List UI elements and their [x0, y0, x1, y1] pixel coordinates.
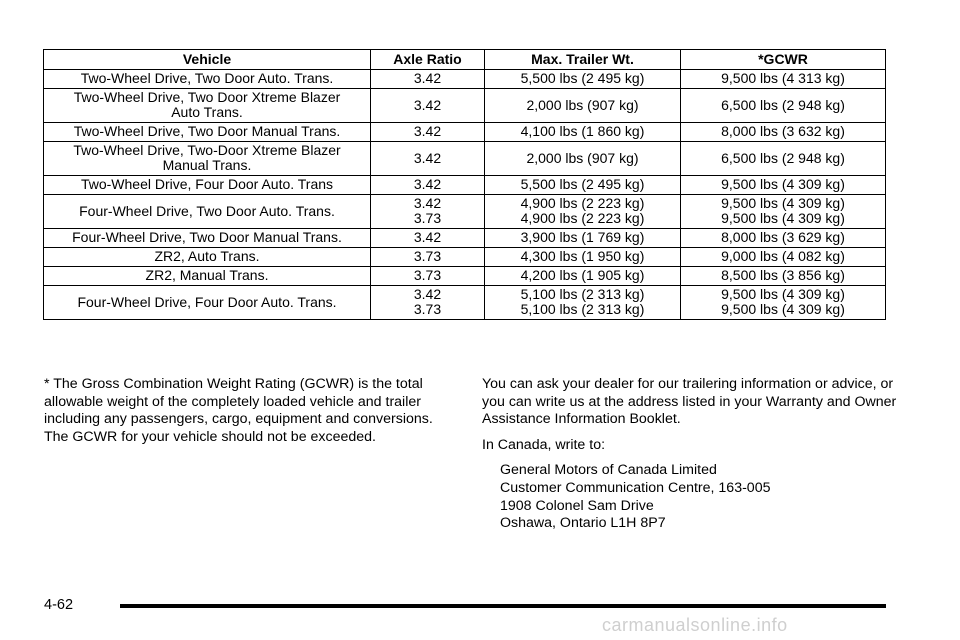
gcwr-cell: 8,000 lbs (3 632 kg): [681, 123, 886, 142]
gcwr-footnote: * The Gross Combination Weight Rating (GCWR) is the total allowable weight of the completely loaded vehicle and trailer including any passengers, cargo, equipment and conversions. The GCWR for your vehicle should not be exceeded.: [44, 376, 433, 445]
dealer-info-paragraph: You can ask your dealer for our trailering information or advice, or you can write us at the address listed in your Warranty and Owner Assistance Information Booklet.: [482, 376, 897, 428]
trailer-weight-cell: 2,000 lbs (907 kg): [485, 142, 681, 176]
header-vehicle: Vehicle: [44, 50, 371, 70]
vehicle-cell: Four-Wheel Drive, Four Door Auto. Trans.: [44, 286, 371, 320]
gcwr-cell: 9,500 lbs (4 309 kg) 9,500 lbs (4 309 kg): [681, 286, 886, 320]
address-line-city: Oshawa, Ontario L1H 8P7: [500, 515, 666, 532]
dealer-info: [482, 376, 902, 533]
table-row: [44, 70, 886, 89]
table-row: [44, 89, 886, 123]
trailer-weight-cell: 5,500 lbs (2 495 kg): [485, 70, 681, 89]
trailer-weight-cell: 4,300 lbs (1 950 kg): [485, 248, 681, 267]
address-line-department: Customer Communication Centre, 163-005: [500, 479, 771, 496]
gcwr-cell: 9,500 lbs (4 309 kg) 9,500 lbs (4 309 kg): [681, 195, 886, 229]
table-header-row: [44, 50, 886, 70]
trailer-weight-cell: 5,500 lbs (2 495 kg): [485, 176, 681, 195]
gcwr-cell: 8,500 lbs (3 856 kg): [681, 267, 886, 286]
gcwr-cell: 8,000 lbs (3 629 kg): [681, 229, 886, 248]
trailer-weight-cell: 4,100 lbs (1 860 kg): [485, 123, 681, 142]
table-row: [44, 176, 886, 195]
vehicle-cell: Two-Wheel Drive, Two Door Manual Trans.: [44, 123, 371, 142]
table-row: [44, 286, 886, 320]
vehicle-cell: Two-Wheel Drive, Four Door Auto. Trans: [44, 176, 371, 195]
header-gcwr: *GCWR: [681, 50, 886, 70]
trailer-weight-cell: 5,100 lbs (2 313 kg) 5,100 lbs (2 313 kg): [485, 286, 681, 320]
axle-ratio-cell: 3.42 3.73: [371, 286, 485, 320]
trailer-weight-table: [43, 49, 886, 320]
gcwr-cell: 6,500 lbs (2 948 kg): [681, 142, 886, 176]
vehicle-cell: Four-Wheel Drive, Two Door Manual Trans.: [44, 229, 371, 248]
axle-ratio-cell: 3.42: [371, 142, 485, 176]
axle-ratio-cell: 3.42: [371, 123, 485, 142]
axle-ratio-cell: 3.42: [371, 176, 485, 195]
vehicle-cell: Two-Wheel Drive, Two Door Xtreme Blazer Auto Trans.: [44, 89, 371, 123]
table-row: [44, 142, 886, 176]
table-row: [44, 267, 886, 286]
trailer-weight-cell: 3,900 lbs (1 769 kg): [485, 229, 681, 248]
gcwr-cell: 9,500 lbs (4 309 kg): [681, 176, 886, 195]
gcwr-cell: 9,500 lbs (4 313 kg): [681, 70, 886, 89]
header-max-trailer-weight: Max. Trailer Wt.: [485, 50, 681, 70]
table-row: [44, 195, 886, 229]
footer-rule: [120, 604, 886, 608]
trailer-weight-cell: 4,200 lbs (1 905 kg): [485, 267, 681, 286]
axle-ratio-cell: 3.42 3.73: [371, 195, 485, 229]
trailer-weight-cell: 2,000 lbs (907 kg): [485, 89, 681, 123]
trailer-weight-cell: 4,900 lbs (2 223 kg) 4,900 lbs (2 223 kg): [485, 195, 681, 229]
address-line-company: General Motors of Canada Limited: [500, 462, 717, 479]
watermark-logo: carmanualsonline.info: [602, 615, 788, 635]
axle-ratio-cell: 3.42: [371, 89, 485, 123]
axle-ratio-cell: 3.42: [371, 229, 485, 248]
address-line-street: 1908 Colonel Sam Drive: [500, 497, 654, 514]
page-number: 4-62: [44, 597, 74, 613]
vehicle-cell: ZR2, Auto Trans.: [44, 248, 371, 267]
header-axle-ratio: Axle Ratio: [371, 50, 485, 70]
gcwr-cell: 9,000 lbs (4 082 kg): [681, 248, 886, 267]
gcwr-cell: 6,500 lbs (2 948 kg): [681, 89, 886, 123]
vehicle-cell: Four-Wheel Drive, Two Door Auto. Trans.: [44, 195, 371, 229]
axle-ratio-cell: 3.73: [371, 267, 485, 286]
table-row: [44, 123, 886, 142]
table-row: [44, 229, 886, 248]
axle-ratio-cell: 3.73: [371, 248, 485, 267]
vehicle-cell: Two-Wheel Drive, Two Door Auto. Trans.: [44, 70, 371, 89]
table-body: [44, 70, 886, 320]
vehicle-cell: Two-Wheel Drive, Two-Door Xtreme Blazer Manual Trans.: [44, 142, 371, 176]
canada-intro: In Canada, write to:: [482, 436, 606, 453]
canada-address: [500, 462, 902, 532]
vehicle-cell: ZR2, Manual Trans.: [44, 267, 371, 286]
table-row: [44, 248, 886, 267]
axle-ratio-cell: 3.42: [371, 70, 485, 89]
